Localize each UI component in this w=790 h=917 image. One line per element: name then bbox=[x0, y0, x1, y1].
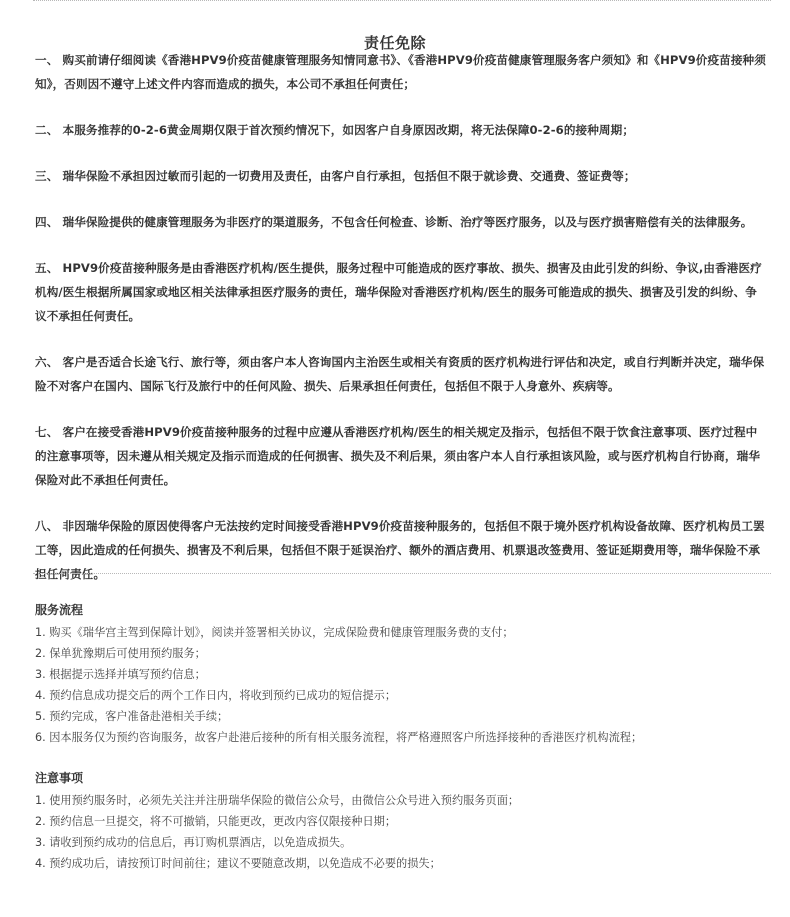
disclaimer-clause-5: 五、 HPV9价疫苗接种服务是由香港医疗机构/医生提供，服务过程中可能造成的医疗事故、损失、损害及由此引发的纠纷、争议,由香港医疗机构/医生根据所属国家或地区相关法律承担医疗服务的责任，瑞华保险对香港医疗机构/医生的服务可能造成的损失、损害及引发的纠纷、争议不承担任何责任。 bbox=[35, 261, 762, 323]
service-flow-title: 服务流程 bbox=[35, 603, 84, 617]
service-flow-item-3: 3. 根据提示选择并填写预约信息； bbox=[35, 668, 206, 681]
notes-section bbox=[35, 768, 768, 874]
disclaimer-clause-6: 六、 客户是否适合长途飞行、旅行等，须由客户本人咨询国内主治医生或相关有资质的医疗机构进行评估和决定，或自行判断并决定，瑞华保险不对客户在国内、国际飞行及旅行中的任何风险、损失、后果承担任何责任，包括但不限于人身意外、疾病等。 bbox=[35, 355, 765, 393]
notes-item-3: 3. 请收到预约成功的信息后，再订购机票酒店，以免造成损失。 bbox=[35, 836, 352, 849]
notes-item-2: 2. 预约信息一旦提交，将不可撤销，只能更改，更改内容仅限接种日期； bbox=[35, 815, 397, 828]
service-flow-item-4: 4. 预约信息成功提交后的两个工作日内，将收到预约已成功的短信提示； bbox=[35, 689, 397, 702]
top-dotted-divider bbox=[33, 0, 771, 1]
disclaimer-clause-1: 一、 购买前请仔细阅读《香港HPV9价疫苗健康管理服务知情同意书》、《香港HPV9价疫苗健康管理服务客户须知》和《HPV9价疫苗接种须知》，否则因不遵守上述文件内容而造成的损失，本公司不承担任何责任； bbox=[35, 53, 766, 91]
service-flow-item-1: 1. 购买《瑞华宫主驾到保障计划》，阅读并签署相关协议，完成保险费和健康管理服务费的支付； bbox=[35, 626, 514, 639]
service-flow-section bbox=[35, 600, 768, 748]
disclaimer-clause-3: 三、 瑞华保险不承担因过敏而引起的一切费用及责任，由客户自行承担，包括但不限于就诊费、交通费、签证费等； bbox=[35, 169, 636, 183]
disclaimer-clause-2: 二、 本服务推荐的0-2-6黄金周期仅限于首次预约情况下，如因客户自身原因改期，将无法保障0-2-6的接种周期； bbox=[35, 123, 635, 137]
notes-item-1: 1. 使用预约服务时，必须先关注并注册瑞华保险的微信公众号，由微信公众号进入预约服务页面； bbox=[35, 794, 520, 807]
disclaimer-title: 责任免除 bbox=[363, 34, 426, 53]
disclaimer-clause-4: 四、 瑞华保险提供的健康管理服务为非医疗的渠道服务，不包含任何检查、诊断、治疗等医疗服务，以及与医疗损害赔偿有关的法律服务。 bbox=[35, 215, 753, 229]
notes-item-4: 4. 预约成功后，请按预订时间前往；建议不要随意改期，以免造成不必要的损失； bbox=[35, 857, 441, 870]
service-flow-item-6: 6. 因本服务仅为预约咨询服务，故客户赴港后接种的所有相关服务流程，将严格遵照客户所选择接种的香港医疗机构流程； bbox=[35, 731, 643, 744]
notes-title: 注意事项 bbox=[35, 771, 84, 785]
service-flow-item-5: 5. 预约完成，客户准备赴港相关手续； bbox=[35, 710, 229, 723]
middle-dotted-divider bbox=[33, 573, 771, 574]
service-flow-item-2: 2. 保单犹豫期后可使用预约服务； bbox=[35, 647, 206, 660]
disclaimer-clause-7: 七、 客户在接受香港HPV9价疫苗接种服务的过程中应遵从香港医疗机构/医生的相关规定及指示，包括但不限于饮食注意事项、医疗过程中的注意事项等，因未遵从相关规定及指示而造成的任何损害、损失及不利后果，须由客户本人自行承担该风险，或与医疗机构自行协商，瑞华保险对此不承担任何责任。 bbox=[35, 425, 761, 487]
disclaimer-clauses bbox=[35, 48, 768, 586]
disclaimer-clause-8: 八、 非因瑞华保险的原因使得客户无法按约定时间接受香港HPV9价疫苗接种服务的，包括但不限于境外医疗机构设备故障、医疗机构员工罢工等，因此造成的任何损失、损害及不利后果，包括但不限于延误治疗、额外的酒店费用、机票退改签费用、签证延期费用等，瑞华保险不承担任何责任。 bbox=[35, 519, 765, 581]
